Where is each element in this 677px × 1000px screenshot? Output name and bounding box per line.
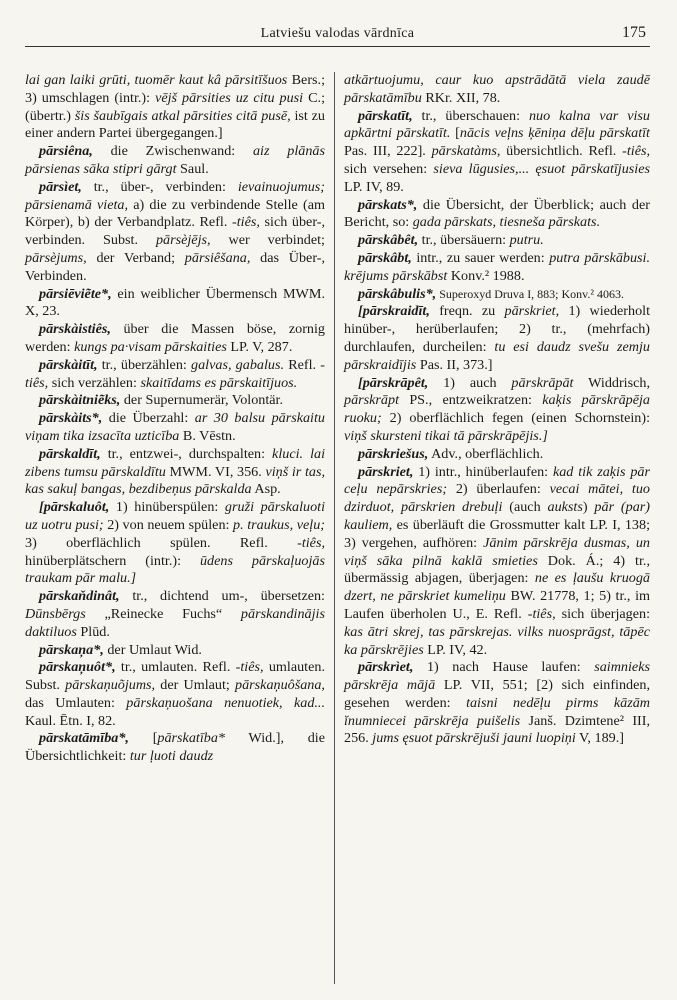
entry-text: übersichtlich. Refl. bbox=[500, 143, 623, 160]
entry-example: Dūnsbērgs bbox=[25, 605, 86, 622]
entry-example: tur ļuoti daudz bbox=[129, 748, 214, 765]
entry-example: atkārtuojumu, caur kuo apstrādātā viela zaudē pārskatāmību bbox=[344, 72, 650, 106]
entry-example: saimnieks pārskrēja mājā bbox=[344, 659, 650, 694]
entry-example: pārsèjējs, bbox=[155, 232, 211, 249]
entry-text: hinüberplätschern (intr.): bbox=[25, 552, 200, 569]
entry-example: Jānim pārskrēja dusmas, un viņš sāka pilnā kaklā smieties bbox=[344, 534, 650, 569]
entry-example: kungs pa·visam pārskaities bbox=[74, 338, 227, 355]
entry-text: tr., über-, verbinden: bbox=[81, 178, 238, 195]
entry-text: LP. IV, 42. bbox=[423, 641, 488, 658]
entry-headword: pārskats*, bbox=[358, 196, 418, 213]
entry-text: Plūd. bbox=[76, 623, 110, 640]
dictionary-entry bbox=[344, 464, 650, 660]
entry-example: kluci. lai zibens tumsu pārskaldītu bbox=[25, 445, 325, 480]
entry-headword: pārskatāmība*, bbox=[39, 730, 129, 747]
entry-headword: [pārskaluôt, bbox=[39, 499, 110, 516]
entry-text: sich überjagen: bbox=[555, 605, 651, 622]
entry-text: V, 189.] bbox=[575, 730, 624, 747]
entry-example: -tiês, bbox=[297, 534, 325, 551]
entry-text: „Reinecke Fuchs“ bbox=[85, 605, 241, 622]
entry-example: nuo kalna var visu apkārtni pārskatīt. bbox=[344, 107, 650, 142]
dictionary-entry bbox=[25, 357, 325, 393]
entry-text: ein weiblicher Übermensch MWM. X, 23. bbox=[25, 285, 325, 320]
entry-text: tr., umlauten. Refl. bbox=[115, 659, 236, 676]
page-number: 175 bbox=[622, 24, 646, 41]
entry-text: Saul. bbox=[176, 160, 209, 177]
entry-example: kaķis pārskrāpēja ruoku; bbox=[344, 392, 650, 427]
running-header bbox=[25, 20, 650, 47]
entry-text: [ bbox=[128, 730, 158, 747]
dictionary-entry bbox=[344, 197, 650, 233]
entry-text: PS., entzweikratzen: bbox=[399, 392, 543, 409]
entry-text: das Über-, Verbinden. bbox=[25, 249, 325, 284]
entry-headword: pārsìet, bbox=[39, 178, 82, 195]
entry-example: -tiês, bbox=[235, 659, 264, 676]
entry-text: freqn. zu bbox=[429, 303, 505, 320]
entry-example: pārskandinājis daktiluos bbox=[25, 605, 325, 640]
entry-text: a) die zu verbindende Stelle (am Körper), b) der Verbandplatz. Refl. bbox=[25, 196, 325, 231]
entry-text: Widdrisch, bbox=[573, 374, 650, 391]
entry-headword: pārsiêna, bbox=[39, 143, 93, 160]
entry-example: vecai mātei, tuo dzirduot, pārskrien drebuļi bbox=[344, 481, 650, 516]
entry-example: galvas, gabalus. bbox=[191, 356, 285, 373]
entry-text: Refl. bbox=[284, 356, 321, 373]
dictionary-entry bbox=[344, 108, 650, 197]
entry-example: kad tik zaķis pār ceļu nepārskries; bbox=[344, 463, 650, 498]
entry-example: putra pārskābusi. krējums pārskābst bbox=[344, 249, 651, 284]
dictionary-entry bbox=[25, 179, 325, 286]
entry-text: der Supernumerär, Volontär. bbox=[120, 392, 283, 409]
entry-example: pār (par) kauliem, bbox=[344, 499, 650, 533]
dictionary-entry bbox=[344, 303, 650, 374]
entry-text: sich über-, verbinden. Subst. bbox=[25, 214, 326, 249]
dictionary-entry bbox=[25, 321, 325, 357]
entry-text: 2) oberflächlich fegen (einen Schornstein): bbox=[381, 410, 650, 427]
entry-example: taisni nedēļu pirms kāzām ĭnumniecei pārskrēja puišelis bbox=[344, 694, 650, 729]
entry-headword: pārskâbt, bbox=[358, 249, 412, 266]
entry-text: 2) von neuem spülen: bbox=[103, 516, 234, 533]
entry-text: RKr. XII, 78. bbox=[421, 89, 501, 106]
entry-headword: [pārskrāpêt, bbox=[358, 374, 429, 391]
entry-text: LP. V, 287. bbox=[226, 338, 293, 355]
entry-example: -tiês, bbox=[527, 605, 556, 622]
entry-example: kas ātri skrej, tas pārskrejas. vilks nuosprāgst, tāpēc ka pārskrējies bbox=[344, 623, 650, 658]
dictionary-entry bbox=[344, 375, 650, 446]
entry-text: wer verbindet; bbox=[210, 232, 325, 249]
entry-text: 2) überlaufen: bbox=[447, 481, 550, 498]
entry-example: p. traukus, veļu; bbox=[233, 516, 325, 533]
entry-example: pārskaņuôšana, bbox=[235, 677, 325, 694]
entry-example: pārsèjums, bbox=[25, 249, 87, 266]
dictionary-entry bbox=[344, 286, 650, 304]
entry-example: pārskaņuošana nenuotiek, kad... bbox=[126, 694, 325, 711]
entry-text: der Umlaut Wid. bbox=[103, 641, 202, 658]
entry-example: jums ęsuot pārskrējuši jauni luopiņi bbox=[372, 730, 576, 747]
dictionary-entry bbox=[25, 72, 325, 143]
entry-headword: pārskaņuôt*, bbox=[39, 659, 116, 676]
dictionary-entry bbox=[344, 72, 650, 108]
entry-example: gada pārskats, tiesneša pārskats. bbox=[412, 214, 601, 231]
entry-text: Asp. bbox=[251, 481, 281, 498]
entry-example: skaitīdams es pārskaitījuos. bbox=[140, 374, 298, 391]
entry-text: tr., übersäuern: bbox=[418, 232, 510, 249]
header-title: Latviešu valodas vārdnīca bbox=[260, 26, 415, 41]
dictionary-entry bbox=[344, 446, 650, 464]
entry-text: 1) hinüberspülen: bbox=[109, 499, 225, 516]
entry-example: šis šaubīgais atkal pārsities citā pusē, bbox=[74, 107, 291, 124]
entry-headword: pārskàitniẽks, bbox=[39, 392, 121, 409]
entry-text: 3) oberflächlich spülen. Refl. bbox=[25, 534, 298, 551]
entry-example: -tiês, bbox=[232, 214, 260, 231]
entry-text: die Zwischenwand: bbox=[92, 143, 253, 160]
entry-example: pārskatība* bbox=[157, 730, 225, 747]
entry-text: Pas. II, 373.] bbox=[416, 356, 493, 373]
entry-example: ūdens pārskaļuojās traukam pār malu.] bbox=[25, 552, 325, 587]
entry-text: das Umlauten: bbox=[25, 694, 127, 711]
entry-example: ne es ļaušu kruogā dzert, ne pārskriet kumeliņu bbox=[344, 570, 650, 605]
entry-text: tr., überzählen: bbox=[97, 356, 192, 373]
entry-headword: pārskâbêt, bbox=[358, 232, 419, 249]
entry-headword: pārskrìet, bbox=[358, 659, 414, 676]
entry-headword: pārskaņa*, bbox=[39, 641, 104, 658]
entry-text: 1) nach Hause laufen: bbox=[413, 659, 595, 676]
column-divider bbox=[334, 72, 335, 984]
entry-text: Konv.² 1988. bbox=[447, 267, 525, 284]
entry-example: pārskatàms, bbox=[431, 143, 501, 160]
entry-text: umlauten. Subst. bbox=[25, 659, 325, 694]
entry-text: LP. IV, 89. bbox=[344, 178, 404, 195]
entry-example: aiz plānās pārsienas sāka stipri gārgt bbox=[25, 143, 325, 177]
dictionary-entry bbox=[25, 286, 325, 322]
entry-text: Bers.; 3) umschlagen (intr.): bbox=[25, 72, 326, 106]
entry-headword: pārskaldīt, bbox=[39, 445, 101, 462]
dictionary-entry bbox=[25, 410, 325, 446]
dictionary-entry bbox=[25, 499, 325, 588]
entry-text: der Umlaut; bbox=[155, 677, 236, 694]
dictionary-entry bbox=[344, 250, 650, 286]
entry-text: 1) wiederholt hinüber-, herüberlaufen; 2) tr., (mehrfach) durchlaufen, durcheilen: bbox=[344, 303, 650, 355]
dictionary-entry bbox=[25, 446, 325, 499]
dictionary-entry bbox=[25, 392, 325, 410]
entry-example: viņš skursteni tikai tā pārskrāpējis.] bbox=[344, 427, 548, 444]
entry-example: pārskaņuõjums, bbox=[65, 677, 156, 694]
entry-headword: pārskàitīt, bbox=[39, 356, 98, 373]
entry-text: sich verzählen: bbox=[48, 374, 141, 391]
entry-headword: pārskàits*, bbox=[39, 410, 103, 427]
entry-example: pārsiêšana, bbox=[184, 249, 251, 266]
entry-text: ) bbox=[582, 499, 595, 516]
dictionary-entry bbox=[25, 588, 325, 641]
entry-text: über die Massen böse, zornig werden: bbox=[25, 321, 325, 355]
entry-text: die Überzahl: bbox=[102, 410, 195, 427]
entry-headword: [pārskraidīt, bbox=[358, 303, 430, 320]
entry-example: -tiês, bbox=[622, 143, 651, 160]
entry-text: tr., dichtend um-, übersetzen: bbox=[119, 588, 325, 605]
entry-text: tr., entzwei-, durchspalten: bbox=[100, 445, 273, 462]
entry-text: intr., zu sauer werden: bbox=[411, 249, 550, 266]
entry-example: lai gan laiki grūti, tuomēr kaut kâ pārsitīšuos bbox=[25, 72, 288, 88]
entry-example: nācis veļns ķēniņa dēļu pārskatīt bbox=[459, 125, 650, 142]
entry-text: Wid.], die Übersichtlichkeit: bbox=[25, 730, 325, 765]
entry-example: pārskrāpt bbox=[344, 392, 399, 409]
entry-text: 1) auch bbox=[428, 374, 512, 391]
entry-text: [ bbox=[450, 125, 460, 142]
entry-example: gruži pārskaluoti uz uotru pusi; bbox=[25, 499, 326, 533]
entry-text: Dok. Á.; 4) tr., übermässig abjagen, überjagen: bbox=[344, 552, 650, 587]
entry-example: sieva lūgusies,... ęsuot pārskatījusies bbox=[433, 160, 651, 177]
entry-headword: pārskatīt, bbox=[358, 107, 413, 124]
entry-text: Superoxyd Druva I, 883; Konv.² 4063. bbox=[436, 286, 625, 301]
entry-text: BW. 21778, 1; 5) tr., im Laufen überholen U., E. Refl. bbox=[344, 588, 650, 622]
entry-text: es überläuft die Grossmutter kalt LP. I, 138; 3) vergehen, aufhören: bbox=[344, 516, 650, 551]
entry-text: MWM. VI, 356. bbox=[165, 463, 266, 480]
entry-text: LP. VII, 551; [2) sich einfinden, gesehen werden: bbox=[344, 677, 650, 711]
entry-text: ist zu einer andern Partei übergegangen.] bbox=[25, 107, 325, 142]
entry-headword: pārsiēviẽte*, bbox=[39, 285, 112, 302]
entry-example: pārskrāpāt bbox=[511, 374, 574, 391]
entry-text: 1) intr., hinüberlaufen: bbox=[413, 463, 553, 480]
entry-text: Kaul. Ētn. I, 82. bbox=[25, 712, 116, 729]
entry-example: ievainuojumus; pārsienamā vieta, bbox=[25, 178, 325, 213]
entry-text: Pas. III, 222]. bbox=[344, 143, 432, 160]
entry-text: B. Vēstn. bbox=[179, 427, 236, 444]
entry-example: auksts bbox=[547, 499, 583, 516]
dictionary-entry bbox=[344, 232, 650, 250]
entry-text: tr., überschauen: bbox=[412, 107, 529, 124]
dictionary-entry bbox=[25, 730, 325, 766]
entry-example: vējš pārsities uz citu pusi bbox=[155, 89, 304, 106]
entry-headword: pārskâbulis*, bbox=[358, 285, 437, 302]
entry-headword: pārskàistiês, bbox=[39, 321, 111, 338]
entry-text: der Verband; bbox=[86, 249, 185, 266]
dictionary-entry bbox=[344, 659, 650, 748]
entry-text: C.; (übertr.) bbox=[25, 89, 326, 124]
entry-example: -tiês, bbox=[25, 356, 326, 391]
left-column bbox=[25, 72, 325, 766]
dictionary-entry bbox=[25, 143, 325, 179]
entry-headword: pārskriešus, bbox=[358, 445, 429, 462]
dictionary-entry bbox=[25, 659, 325, 730]
entry-example: tu esi daudz svešu zemju pārskraidījis bbox=[344, 338, 650, 373]
entry-headword: pārskriet, bbox=[358, 463, 414, 480]
entry-example: ar 30 balsu pārskaitu viņam tika izsacīta uzticība bbox=[25, 410, 325, 444]
entry-text: sich versehen: bbox=[344, 160, 434, 177]
entry-text: die Übersicht, der Überblick; auch der Bericht, so: bbox=[344, 196, 650, 231]
entry-example: viņš ir tas, kas sakuļ bangas, bezdibeņus pārskalda bbox=[25, 463, 325, 498]
right-column bbox=[344, 72, 650, 748]
entry-example: putru. bbox=[509, 232, 544, 249]
entry-headword: pārskaňdinât, bbox=[39, 588, 120, 605]
entry-text: Adv., oberflächlich. bbox=[428, 445, 544, 462]
entry-text: (auch bbox=[502, 499, 548, 516]
dictionary-entry bbox=[25, 642, 325, 660]
entry-example: pārskriet, bbox=[504, 303, 560, 320]
entry-text: Janš. Dzimtene² III, 256. bbox=[344, 712, 650, 747]
